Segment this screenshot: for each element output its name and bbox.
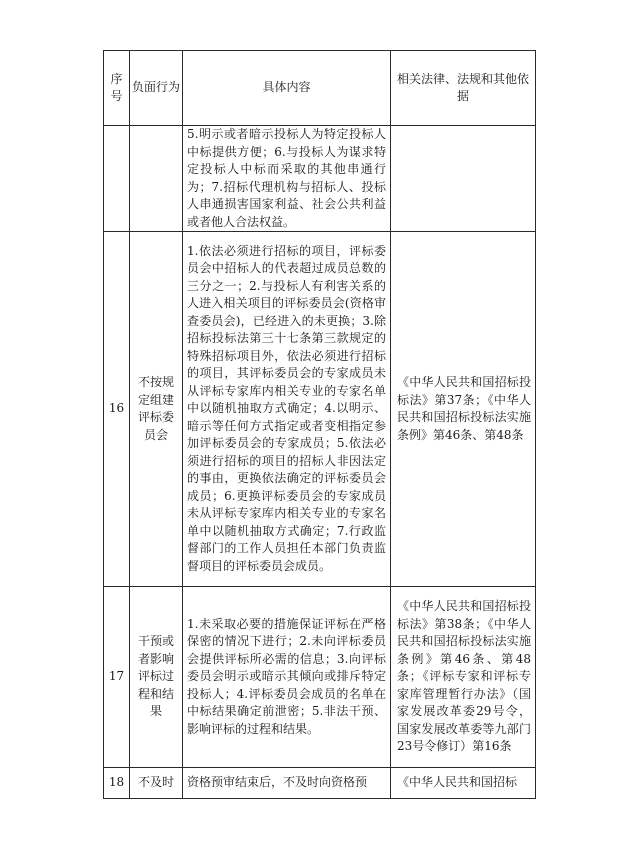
row-content-text: 1.未采取必要的措施保证评标在严格保密的情况下进行；2.未向评标委员会提供评标所必需的信息；3.向评标委员会明示或暗示其倾向或排斥特定投标人；4.评标委员会成员的名单在中标结果确定前泄密；5.非法干预、影响评标的过程和结果。	[187, 616, 386, 736]
table-row	[104, 768, 536, 799]
row-content-cell	[183, 768, 391, 799]
header-no-text: 序号	[110, 71, 123, 103]
row-no-cell: 16	[104, 232, 130, 587]
row-basis-cell	[391, 768, 536, 799]
row-basis-cell	[391, 587, 536, 768]
row-basis-cell	[391, 232, 536, 587]
table-row	[104, 232, 536, 587]
row-no-cell: 18	[104, 768, 130, 799]
row-content-cell	[183, 126, 391, 232]
row-content-text: 1.依法必须进行招标的项目，评标委员会中招标人的代表超过成员总数的三分之一；2.与投标人有利害关系的人进入相关项目的评标委员会(资格审查委员会)，已经进入的未更换；3.除招标投标法第三十七条第三款规定的特殊招标项目外，依法必须进行招标的项目，其评标委员会的专家成员未从评标专家库内相关专业的专家名单中以随机抽取方式确定；4.以明示、暗示等任何方式指定或者变相指定参加评标委员会的专家成员；5.依法必须进行招标的项目的招标人非因法定的事由，更换依法确定的评标委员会成员；6.更换评标委员会的专家成员未从评标专家库内相关专业的专家名单中以随机抽取方式确定；7.行政监督部门的工作人员担任本部门负责监督项目的评标委员会成员。	[187, 243, 386, 573]
row-act-text: 不及时	[137, 775, 174, 789]
header-basis	[391, 51, 536, 126]
row-act-cell	[130, 126, 183, 232]
row-basis-text: 《中华人民共和国招标	[397, 775, 518, 789]
row-basis-text: 《中华人民共和国招标投标法》第37条；《中华人民共和国招标投标法实施条例》第46条、第48条	[397, 375, 531, 442]
row-content-cell	[183, 587, 391, 768]
header-act	[130, 51, 183, 126]
table-header-row	[104, 51, 536, 126]
header-content	[183, 51, 391, 126]
row-content-text: 5.明示或者暗示投标人为特定投标人中标提供方便；6.与投标人为谋求特定投标人中标而采取的其他串通行为；7.招标代理机构与招标人、投标人串通损害国家利益、社会公共利益或者他人合法权益。	[187, 127, 386, 229]
header-content-text: 具体内容	[262, 80, 311, 95]
row-act-cell: 不按规定组建评标委员会	[130, 232, 183, 587]
row-act-cell	[130, 768, 183, 799]
header-basis-text: 相关法律、法规和其他依据	[396, 71, 529, 103]
table-row	[104, 587, 536, 768]
table-row	[104, 126, 536, 232]
row-basis-text: 《中华人民共和国招标投标法》第38条；《中华人民共和国招标投标法实施条例》第46条、第48条；《评标专家和评标专家库管理暂行办法》（国家发展改革委29号令，国家发展改革委等九部门23号令修订）第16条	[397, 599, 531, 754]
header-no	[104, 51, 130, 126]
row-content-cell	[183, 232, 391, 587]
row-no-cell: 17	[104, 587, 130, 768]
header-act-text: 负面行为	[132, 80, 181, 95]
row-basis-cell	[391, 126, 536, 232]
negative-behavior-table	[103, 50, 536, 799]
row-content-text: 资格预审结束后，不及时向资格预	[187, 775, 368, 789]
row-no-cell	[104, 126, 130, 232]
row-act-cell: 干预或者影响评标过程和结果	[130, 587, 183, 768]
